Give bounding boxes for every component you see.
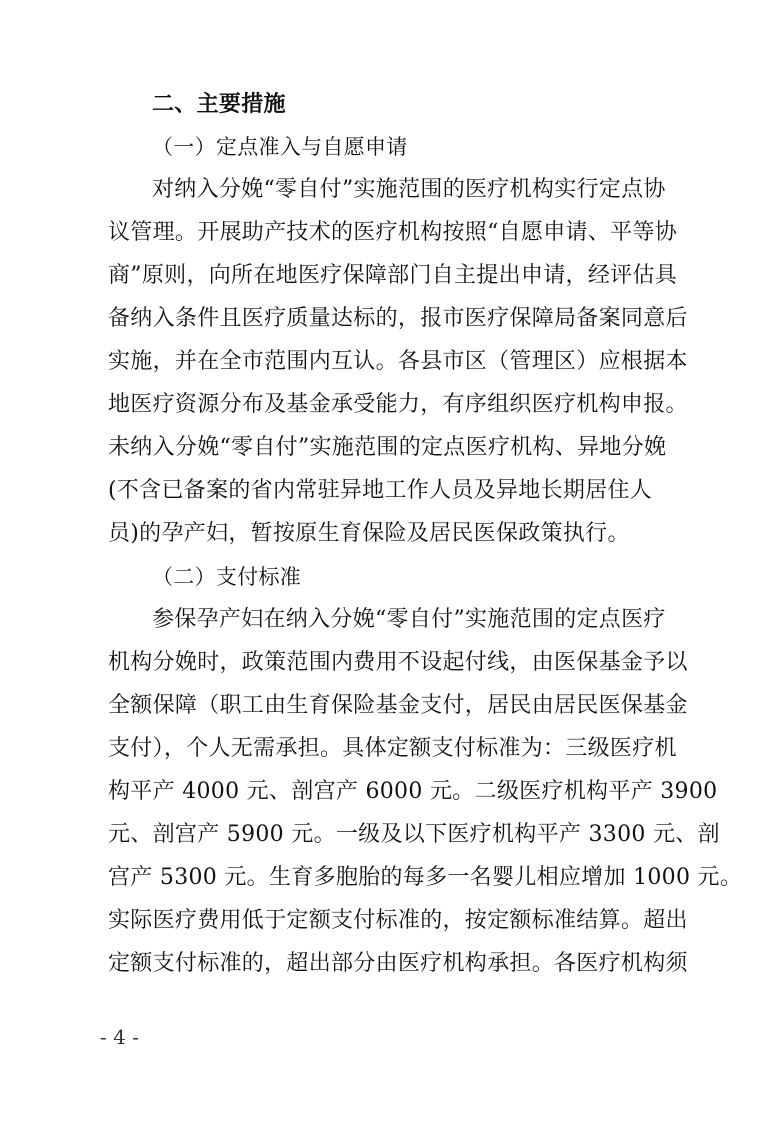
paragraph-line: 元、剖宫产 5900 元。一级及以下医疗机构平产 3300 元、剖 (108, 822, 720, 847)
subsection-heading-2: （二）支付标准 (152, 565, 302, 589)
paragraph-line: 未纳入分娩“零自付”实施范围的定点医疗机构、异地分娩 (108, 435, 667, 460)
paragraph-line: 员)的孕产妇，暂按原生育保险及居民医保政策执行。 (108, 521, 630, 546)
paragraph-line: 对纳入分娩“零自付”实施范围的医疗机构实行定点协 (152, 177, 666, 202)
paragraph-line: 参保孕产妇在纳入分娩“零自付”实施范围的定点医疗 (152, 607, 666, 632)
paragraph-line: 构平产 4000 元、剖宫产 6000 元。二级医疗机构平产 3900 (108, 779, 718, 804)
paragraph-line: 宫产 5300 元。生育多胞胎的每多一名婴儿相应增加 1000 元。 (108, 865, 743, 890)
subsection-heading-1: （一）定点准入与自愿申请 (152, 135, 408, 159)
section-heading: 二、主要措施 (152, 92, 286, 117)
paragraph-line: 支付），个人无需承担。具体定额支付标准为：三级医疗机 (108, 736, 677, 761)
paragraph-line: 商”原则，向所在地医疗保障部门自主提出申请，经评估具 (108, 263, 678, 288)
paragraph-line: 定额支付标准的，超出部分由医疗机构承担。各医疗机构须 (108, 951, 688, 976)
paragraph-line: 备纳入条件且医疗质量达标的，报市医疗保障局备案同意后 (108, 306, 688, 331)
paragraph-line: 机构分娩时，政策范围内费用不设起付线，由医保基金予以 (108, 650, 688, 675)
page-number: - 4 - (100, 1025, 139, 1049)
paragraph-line: 议管理。开展助产技术的医疗机构按照“自愿申请、平等协 (108, 220, 678, 245)
paragraph-line: (不含已备案的省内常驻异地工作人员及异地长期居住人 (108, 478, 653, 503)
paragraph-line: 实施，并在全市范围内互认。各县市区（管理区）应根据本 (108, 349, 688, 374)
paragraph-line: 实际医疗费用低于定额支付标准的，按定额标准结算。超出 (108, 908, 688, 933)
paragraph-line: 全额保障（职工由生育保险基金支付，居民由居民医保基金 (108, 693, 688, 718)
paragraph-line: 地医疗资源分布及基金承受能力，有序组织医疗机构申报。 (108, 392, 688, 417)
